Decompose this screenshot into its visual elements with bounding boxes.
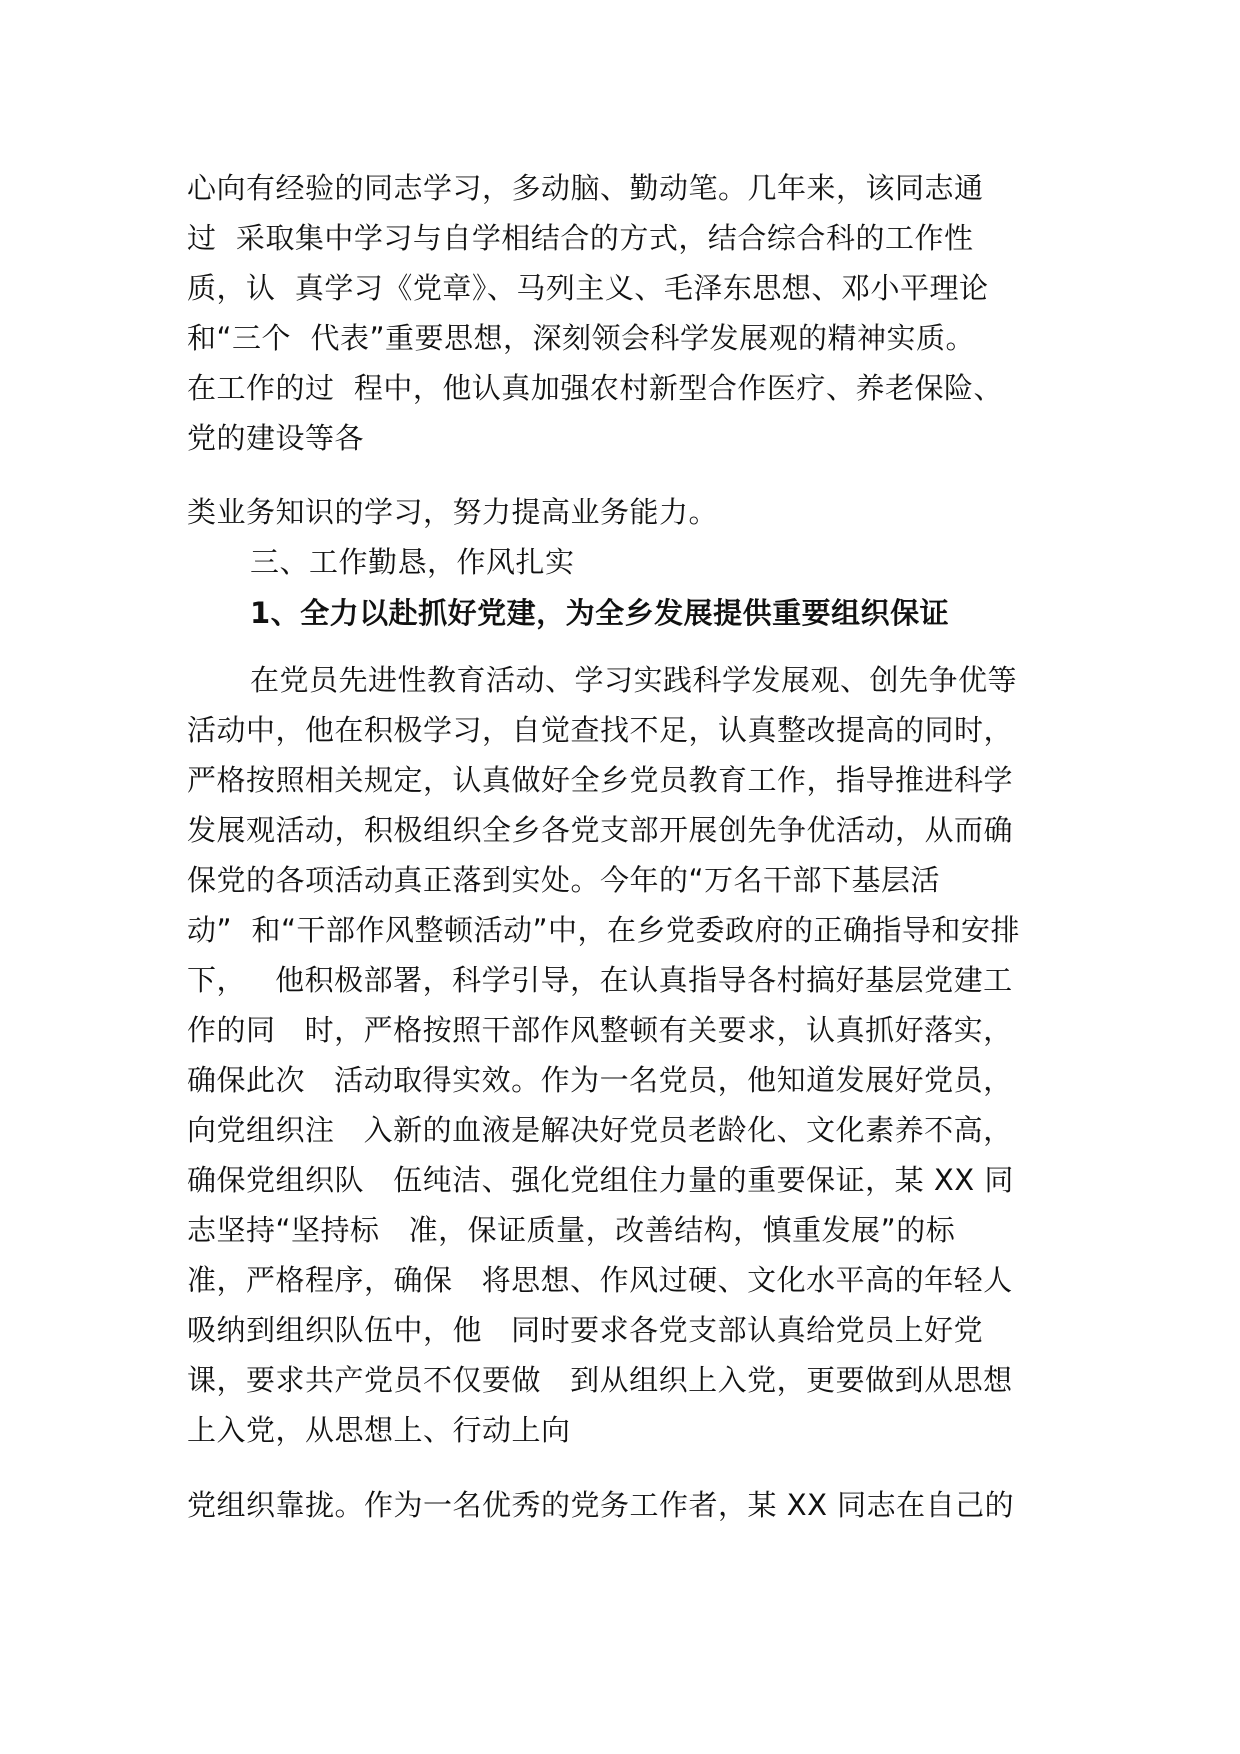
text-line-2: 过 采取集中学习与自学相结合的方式，结合综合科的工作性 [187,221,974,255]
text-line-15: 动” 和“干部作风整顿活动”中，在乡党委政府的正确指导和安排 [187,913,1021,947]
text-line-13: 发展观活动，积极组织全乡各党支部开展创先争优活动，从而确 [187,813,1014,847]
text-line-11: 活动中，他在积极学习，自觉查找不足，认真整改提高的同时， [187,713,1014,747]
text-line-19: 向党组织注 入新的血液是解决好党员老龄化、文化素养不高， [187,1113,1013,1147]
text-line-6: 党的建设等各 [187,421,365,455]
text-line-16: 下， 他积极部署，科学引导，在认真指导各村搞好基层党建工 [187,963,1013,997]
text-line-5: 在工作的过 程中，他认真加强农村新型合作医疗、养老保险、 [187,371,1003,405]
text-line-25: 上入党，从思想上、行动上向 [187,1413,571,1447]
subsection-heading: 1、全力以赴抓好党建，为全乡发展提供重要组织保证 [250,596,950,630]
text-line-4: 和“三个 代表”重要思想，深刻领会科学发展观的精神实质。 [187,321,975,355]
text-line-21: 志坚持“坚持标 准，保证质量，改善结构，慎重发展”的标 [187,1213,956,1247]
text-line-22: 准，严格程序，确保 将思想、作风过硬、文化水平高的年轻人 [187,1263,1013,1297]
text-line-7: 类业务知识的学习，努力提高业务能力。 [187,495,719,529]
paragraph-first-line: 在党员先进性教育活动、学习实践科学发展观、创先争优等 [250,663,1018,697]
text-line-24: 课，要求共产党员不仅要做 到从组织上入党，更要做到从思想 [187,1363,1013,1397]
text-line-12: 严格按照相关规定，认真做好全乡党员教育工作，指导推进科学 [187,763,1014,797]
text-line-14: 保党的各项活动真正落到实处。今年的“万名干部下基层活 [187,863,941,897]
text-line-1: 心向有经验的同志学习，多动脑、勤动笔。几年来，该同志通 [187,171,984,205]
text-line-20: 确保党组织队 伍纯洁、强化党组住力量的重要保证，某 XX 同 [187,1163,1014,1197]
text-line-18: 确保此次 活动取得实效。作为一名党员，他知道发展好党员， [187,1063,1013,1097]
section-heading: 三、工作勤恳，作风扎实 [250,545,575,579]
text-line-17: 作的同 时，严格按照干部作风整顿有关要求，认真抓好落实， [187,1013,1013,1047]
text-line-3: 质，认 真学习《党章》、马列主义、毛泽东思想、邓小平理论 [187,271,989,305]
text-line-23: 吸纳到组织队伍中，他 同时要求各党支部认真给党员上好党 [187,1313,984,1347]
text-line-26: 党组织靠拢。作为一名优秀的党务工作者，某 XX 同志在自己的 [187,1488,1015,1522]
